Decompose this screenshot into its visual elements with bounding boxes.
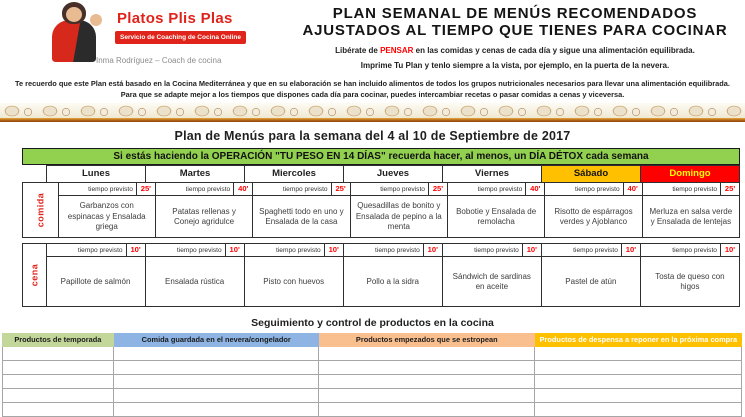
time-row (156, 183, 252, 196)
time-value: 10' (225, 244, 244, 256)
detox-banner: Si estás haciendo la OPERACIÓN "TU PESO EN 14 DÍAS" recuerda hacer, al menos, un DÍA DÉTOX cada semana (22, 148, 740, 165)
lunch-cell-viernes (447, 183, 544, 237)
time-row (545, 183, 641, 196)
time-value: 40' (233, 183, 252, 195)
time-label: tiempo previsto (474, 246, 519, 254)
tracking-cell (535, 403, 742, 416)
lunch-cell-domingo (642, 183, 739, 237)
title-block (290, 6, 740, 70)
lunch-dish: Quesadillas de bonito y Ensalada de pepino a la menta (355, 201, 442, 232)
rail-spacer (22, 165, 46, 183)
time-row (245, 244, 343, 257)
lunch-rail-label (22, 182, 59, 238)
time-value: 10' (522, 244, 541, 256)
time-value: 10' (324, 244, 343, 256)
coach-photo (46, 2, 102, 62)
dinner-dish: Ensalada rústica (165, 276, 225, 286)
lunch-dish: Risotto de espárragos verdes y Ajoblanco (554, 206, 633, 226)
day-header-domingo: Domingo (640, 166, 739, 182)
tracking-empty-row (2, 347, 742, 361)
lunch-dish: Spaghetti todo en uno y Ensalada de la casa (259, 206, 344, 226)
time-value: 25' (331, 183, 350, 195)
tracking-cell (2, 403, 114, 416)
brand-byline: Inma Rodríguez – Coach de cocina (96, 56, 222, 65)
time-row (643, 183, 739, 196)
time-value: 40' (525, 183, 544, 195)
week-title: Plan de Menús para la semana del 4 al 10 de Septiembre de 2017 (174, 129, 571, 144)
decorative-kitchen-border (0, 103, 745, 122)
dinner-dish: Pisto con huevos (263, 276, 325, 286)
coach-photo-body (52, 20, 96, 62)
dinner-label: cena (29, 264, 40, 287)
day-header-miercoles: Miercoles (244, 166, 343, 182)
reminder-line2: Para que se adapte mejor a los tiempos que dispones cada día para cocinar, puedes intercambiar recetas o pasar comidas a cenas y viceversa. (120, 89, 625, 99)
day-header-sabado: Sábado (541, 166, 640, 182)
lunch-dish: Patatas rellenas y Conejo agridulce (172, 206, 236, 226)
tracking-table (2, 333, 742, 416)
subtitle-1-post: en las comidas y cenas de cada día y sigue una alimentación equilibrada. (413, 45, 695, 55)
time-label: tiempo previsto (185, 185, 231, 193)
subtitle-1-highlight: PENSAR (380, 45, 414, 55)
time-label: tiempo previsto (672, 185, 718, 193)
mediterranean-reminder (0, 79, 745, 100)
time-value: 40' (623, 183, 642, 195)
time-label: tiempo previsto (380, 185, 425, 193)
time-label: tiempo previsto (672, 246, 717, 254)
tracking-cell (535, 375, 742, 388)
time-value: 10' (720, 244, 739, 256)
tracking-cell (114, 403, 319, 416)
time-label: tiempo previsto (477, 185, 523, 193)
tracking-cell (535, 347, 742, 360)
dinner-rail-label (22, 243, 47, 307)
dinner-cell-miercoles (244, 244, 343, 306)
time-label: tiempo previsto (375, 246, 420, 254)
page-title-line1: PLAN SEMANAL DE MENÚS RECOMENDADOS (332, 5, 698, 22)
time-label: tiempo previsto (282, 185, 328, 193)
dinner-dish: Papillote de salmón (60, 276, 131, 286)
lunch-cell-sabado (544, 183, 641, 237)
dinner-row (22, 243, 740, 307)
brand-name: Platos Plis Plas (117, 10, 233, 27)
time-row (344, 244, 442, 257)
tracking-cell (535, 389, 742, 402)
tracking-header-fridge: Comida guardada en el nevera/congelador (114, 333, 319, 346)
coach-photo-face (66, 7, 82, 22)
time-label: tiempo previsto (573, 246, 618, 254)
time-value: 10' (126, 244, 145, 256)
dinner-dish: Pollo a la sidra (366, 276, 419, 286)
tracking-cell (114, 375, 319, 388)
day-headers (46, 165, 740, 183)
subtitle-2: Imprime Tu Plan y tenlo siempre a la vista, por ejemplo, en la puerta de la nevera. (360, 60, 670, 70)
dinner-dish: Tosta de queso con higos (655, 271, 725, 291)
tracking-cell (2, 375, 114, 388)
tracking-header-spoilage: Productos empezados que se estropean (319, 333, 535, 346)
lunch-row (22, 182, 740, 238)
tracking-cell (535, 361, 742, 374)
time-label: tiempo previsto (88, 185, 133, 193)
lunch-dish: Garbanzos con espinacas y Ensalada griega (67, 201, 146, 232)
dinner-cell-domingo (640, 244, 739, 306)
time-row (641, 244, 739, 257)
dinner-dish: Pastel de atún (565, 276, 617, 286)
dinner-cell-viernes (442, 244, 541, 306)
tracking-cell (319, 375, 535, 388)
time-row (351, 183, 447, 196)
tracking-cell (114, 361, 319, 374)
page-header (0, 0, 745, 76)
tracking-cell (319, 361, 535, 374)
subtitle-1 (290, 46, 740, 55)
time-row (253, 183, 349, 196)
time-value: 25' (428, 183, 447, 195)
lunch-dish: Bobotie y Ensalada de remolacha (456, 206, 537, 226)
day-header-row (22, 165, 740, 183)
tracking-cell (319, 347, 535, 360)
weekly-menu-table (22, 165, 740, 307)
tracking-cell (114, 347, 319, 360)
dinner-cell-jueves (343, 244, 442, 306)
tracking-empty-row (2, 403, 742, 417)
lunch-label: comida (35, 193, 46, 228)
time-label: tiempo previsto (574, 185, 620, 193)
subtitle-1-pre: Libérate de (335, 45, 381, 55)
time-value: 25' (136, 183, 155, 195)
tracking-empty-row (2, 389, 742, 403)
dinner-cell-lunes (47, 244, 145, 306)
lunch-cell-lunes (59, 183, 155, 237)
brand-tagline-badge: Servicio de Coaching de Cocina Online (115, 31, 246, 44)
dinner-cells (47, 243, 740, 307)
time-row (59, 183, 155, 196)
tracking-empty-row (2, 361, 742, 375)
tracking-cell (319, 389, 535, 402)
tracking-cell (2, 389, 114, 402)
tracking-cell (2, 361, 114, 374)
reminder-line1: Te recuerdo que este Plan está basado en la Cocina Mediterránea y que en su elaboración se han incluido alimentos de todos los grupos nutricionales necesarios para llevar una alimentación equilibrada. (15, 79, 730, 88)
lunch-cells (59, 182, 740, 238)
tracking-header-row (2, 333, 742, 346)
tracking-empty-row (2, 375, 742, 389)
tracking-header-seasonal: Productos de temporada (2, 333, 114, 346)
time-value: 25' (720, 183, 739, 195)
time-value: 10' (423, 244, 442, 256)
page-title-line2: AJUSTADOS AL TIEMPO QUE TIENES PARA COCINAR (302, 21, 728, 39)
lunch-cell-miercoles (252, 183, 349, 237)
time-value: 10' (621, 244, 640, 256)
lunch-cell-jueves (350, 183, 447, 237)
day-header-viernes: Viernes (442, 166, 541, 182)
tracking-header-pantry: Productos de despensa a reponer en la próxima compra (535, 333, 742, 346)
coach-photo-hand (90, 14, 102, 26)
lunch-cell-martes (155, 183, 252, 237)
tracking-cell (319, 403, 535, 416)
time-label: tiempo previsto (77, 246, 123, 254)
day-header-lunes: Lunes (82, 168, 110, 180)
day-header-martes: Martes (145, 166, 244, 182)
day-header-jueves: Jueves (343, 166, 442, 182)
tracking-section-title: Seguimiento y control de productos en la cocina (251, 317, 494, 330)
time-row (542, 244, 640, 257)
dinner-cell-sabado (541, 244, 640, 306)
lunch-dish: Merluza en salsa verde y Ensalada de lentejas (649, 206, 733, 226)
time-row (443, 244, 541, 257)
time-row (146, 244, 244, 257)
dinner-cell-martes (145, 244, 244, 306)
tracking-cell (114, 389, 319, 402)
time-row (47, 244, 145, 257)
time-label: tiempo previsto (176, 246, 222, 254)
time-label: tiempo previsto (275, 246, 321, 254)
time-row (448, 183, 544, 196)
dinner-dish: Sándwich de sardinas en aceite (452, 271, 531, 291)
tracking-cell (2, 347, 114, 360)
